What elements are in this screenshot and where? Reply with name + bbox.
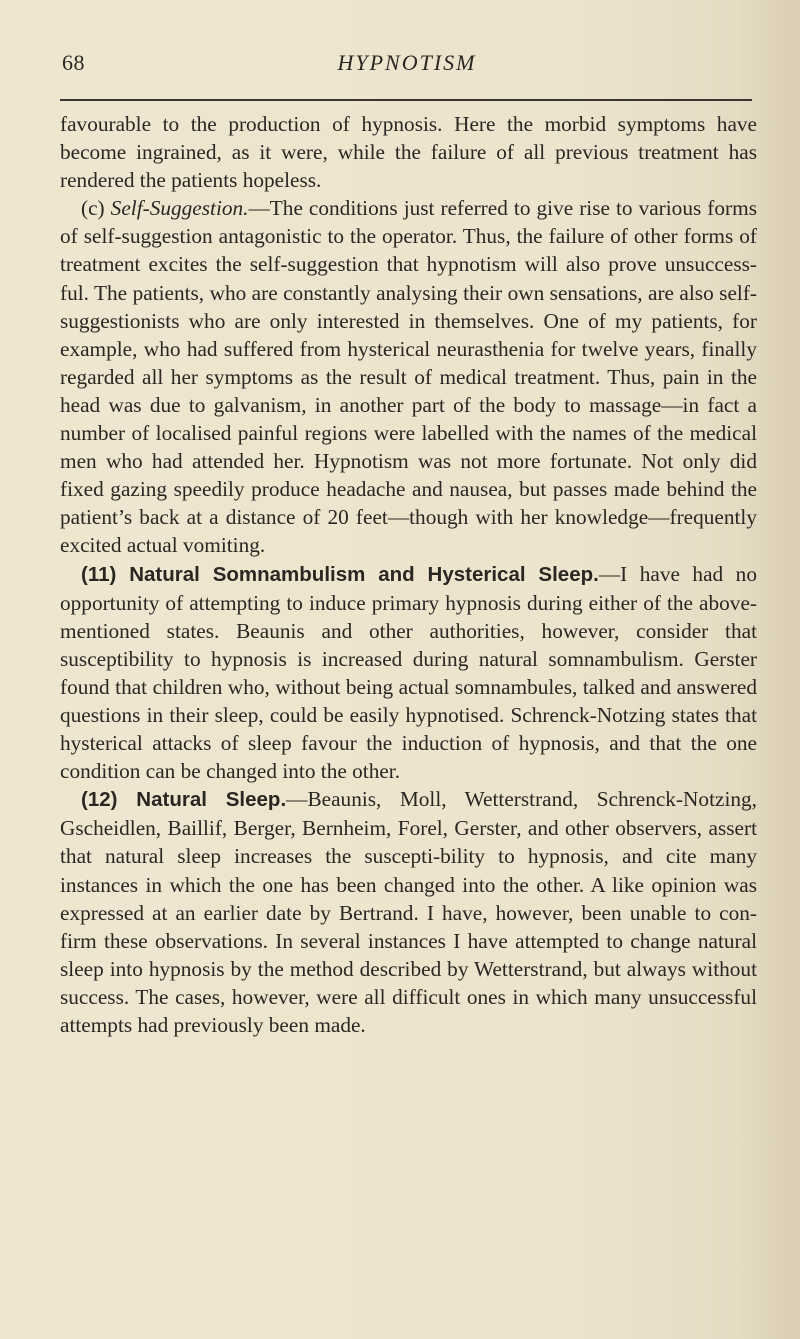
- section-label: (c): [81, 196, 105, 221]
- paragraph-text: —Beaunis, Moll, Wetterstrand, Schrenck-Notzing, Gscheidlen, Baillif, Berger, Bernheim, Forel, Gerster, and other observers, assert that natural sleep increases the suscepti-bility to hypnosis, and cite many instances in which the one has been changed into the other. A like opinion was expressed at an earlier date by Bertrand. I have, however, been unable to con-firm these observations. In several instances I have attempted to change natural sleep into hypnosis by the method described by Wetterstrand, but always without success. The cases, however, were all difficult ones in which many unsuccessful attempts had previously been made.: [60, 787, 757, 1037]
- section-heading: (12) Natural Sleep.: [81, 788, 287, 812]
- section-heading: Self-Suggestion.: [110, 196, 249, 221]
- body-text: [60, 110, 757, 1039]
- paragraph-text: —The conditions just referred to give rise to various forms of self-suggestion antagonistic to the operator. Thus, the failure of other forms of treatment excites the self-suggestion that hypnotism will also prove unsuccess-ful. The patients, who are constantly analysing their own sensations, are also self-suggestionists who are only interested in themselves. One of my patients, for example, who had suffered from hysterical neurasthenia for twelve years, finally regarded all her symptoms as the result of medical treatment. Thus, pain in the head was due to galvanism, in another part of the body to massage—in fact a number of localised painful regions were labelled with the names of the medical men who had attended her. Hypnotism was not more fortunate. Not only did fixed gazing speedily produce headache and nausea, but passes made behind the patient’s back at a distance of 20 feet—though with her knowledge—frequently excited actual vomiting.: [60, 196, 757, 558]
- paragraph-self-suggestion: [60, 194, 757, 559]
- section-heading: (11) Natural Somnambulism and Hysterical Sleep.: [81, 562, 599, 586]
- paragraph-natural-sleep: [60, 785, 757, 1039]
- paragraph-text: —I have had no opportunity of attempting to induce primary hypnosis during either of the above-mentioned states. Beaunis and other authorities, however, consider that susceptibility to hypnosis is increased during natural somnambulism. Gerster found that children who, without being actual somnambules, talked and answered questions in their sleep, could be easily hypnotised. Schrenck-Notzing states that hysterical attacks of sleep favour the induction of hypnosis, and that the one condition can be changed into the other.: [60, 561, 757, 784]
- paragraph-text: favourable to the production of hypnosis. Here the morbid symptoms have become ingrained, as it were, while the failure of all previous treatment has rendered the patients hopeless.: [60, 112, 757, 193]
- running-head: HYPNOTISM: [337, 50, 477, 75]
- header-rule: [60, 99, 752, 101]
- paragraph-continuation: [60, 110, 757, 194]
- paragraph-natural-somnambulism: [60, 560, 757, 786]
- page-header: [62, 50, 752, 90]
- page-number: 68: [62, 50, 85, 75]
